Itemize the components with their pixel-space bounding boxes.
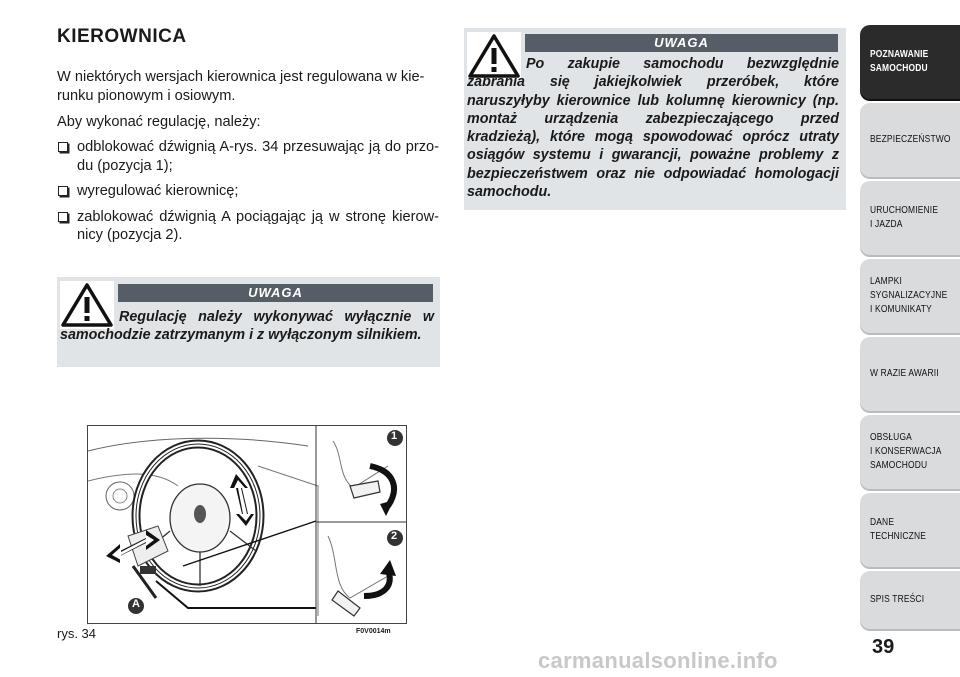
checkbox-bullet-icon xyxy=(58,142,68,152)
list-item xyxy=(57,138,439,175)
step-text: odblokować dźwignią A-rys. 34 przesuwając ją do przo- du (pozycja 1); xyxy=(77,139,439,174)
tab-poznawanie-samochodu[interactable]: POZNAWANIE SAMOCHODU xyxy=(860,25,960,99)
figure-code: F0V0014m xyxy=(356,628,391,635)
adjust-lead: Aby wykonać regulację, należy: xyxy=(57,114,261,130)
checkbox-bullet-icon xyxy=(58,212,68,222)
list-item xyxy=(57,208,439,245)
warning-text: Regulację należy wykonywać wyłącznie w samochodzie zatrzymanym i z wyłączonym silnikiem. xyxy=(60,309,434,344)
tab-uruchomienie-i-jazda[interactable]: URUCHOMIENIE I JAZDA xyxy=(860,181,960,255)
intro-line-2: runku pionowym i osiowym. xyxy=(57,87,236,104)
tab-dane-techniczne[interactable]: DANE TECHNICZNE xyxy=(860,493,960,567)
warning-box-left xyxy=(57,277,440,367)
intro-paragraph xyxy=(57,68,439,105)
page-title: KIEROWNICA xyxy=(57,26,187,47)
warning-label: UWAGA xyxy=(118,284,433,302)
tab-lampki-sygnalizacyjne[interactable]: LAMPKI SYGNALIZACYJNE I KOMUNIKATY xyxy=(860,259,960,333)
checkbox-bullet-icon xyxy=(58,186,68,196)
list-item xyxy=(57,182,439,201)
marker-2: 2 xyxy=(391,530,398,542)
watermark: carmanualsonline.info xyxy=(538,648,778,673)
marker-a: A xyxy=(132,598,140,610)
step-text: wyregulować kierownicę; xyxy=(77,183,239,199)
page-number: 39 xyxy=(872,636,895,658)
intro-line-1: W niektórych wersjach kierownica jest regulowana w kie- xyxy=(57,69,425,85)
warning-box-right xyxy=(464,28,846,210)
marker-1: 1 xyxy=(391,430,398,442)
steering-wheel-illustration xyxy=(88,426,406,623)
figure-caption: rys. 34 xyxy=(57,626,97,641)
warning-label: UWAGA xyxy=(525,34,838,52)
tab-w-razie-awarii[interactable]: W RAZIE AWARII xyxy=(860,337,960,411)
tab-spis-tresci[interactable]: SPIS TREŚCI xyxy=(860,571,960,629)
step-text: zablokować dźwignią A pociągając ją w stronę kierow- nicy (pozycja 2). xyxy=(77,208,439,243)
steps-list xyxy=(57,138,439,252)
tab-obsluga-i-konserwacja[interactable]: OBSŁUGA I KONSERWACJA SAMOCHODU xyxy=(860,415,960,489)
steering-wheel-figure xyxy=(87,425,407,624)
tab-bezpieczenstwo[interactable]: BEZPIECZEŃSTWO xyxy=(860,103,960,177)
warning-text: Po zakupie samochodu bezwzględnie zabrania się jakiejkolwiek przeróbek, które naruszyłyby kierownice lub kolumnę kierownicy (np. montaż urządzenia zabezpieczającego przed kradzieżą), które mogą spowodować oprócz utraty osiągów systemu i gwarancji, poważne problemy z bezpieczeństwem oraz nie odpowiadać homologacji samochodu. xyxy=(467,56,839,201)
